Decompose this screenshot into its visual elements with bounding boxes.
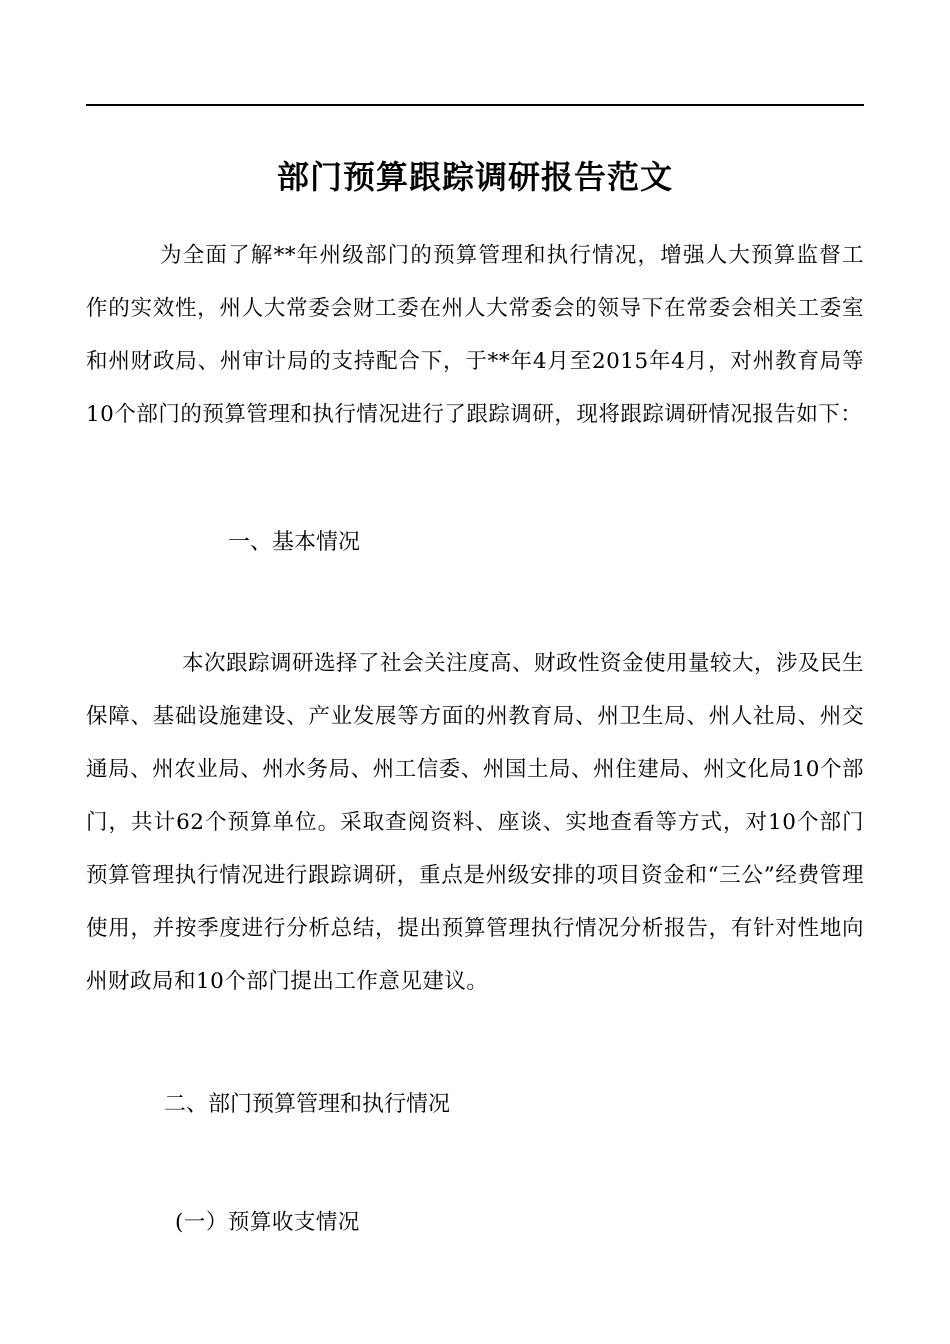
document-title: 部门预算跟踪调研报告范文 xyxy=(276,158,673,196)
intro-paragraph: 为全面了解**年州级部门的预算管理和执行情况，增强人大预算监督工作的实效性，州人大常委会财工委在州人大常委会的领导下在常委会相关工委室和州财政局、州审计局的支持配合下，于**年4月至2015年4月，对州教育局等10个部门的预算管理和执行情况进行了跟踪调研，现将跟踪调研情况报告如下： xyxy=(86,243,864,427)
section-heading-budget-management: 二、部门预算管理和执行情况 xyxy=(164,1092,451,1117)
basic-situation-paragraph: 本次跟踪调研选择了社会关注度高、财政性资金使用量较大，涉及民生保障、基础设施建设、产业发展等方面的州教育局、州卫生局、州人社局、州交通局、州农业局、州水务局、州工信委、州国土局、州住建局、州文化局10个部门，共计62个预算单位。采取查阅资料、座谈、实地查看等方式，对10个部门预算管理执行情况进行跟踪调研，重点是州级安排的项目资金和“三公”经费管理使用，并按季度进行分析总结，提出预算管理执行情况分析报告，有针对性地向州财政局和10个部门提出工作意见建议。 xyxy=(86,651,865,994)
section-heading-basic-situation: 一、基本情况 xyxy=(228,530,361,555)
header-rule xyxy=(86,104,864,106)
subsection-heading-budget-revenue: (一）预算收支情况 xyxy=(175,1210,360,1235)
